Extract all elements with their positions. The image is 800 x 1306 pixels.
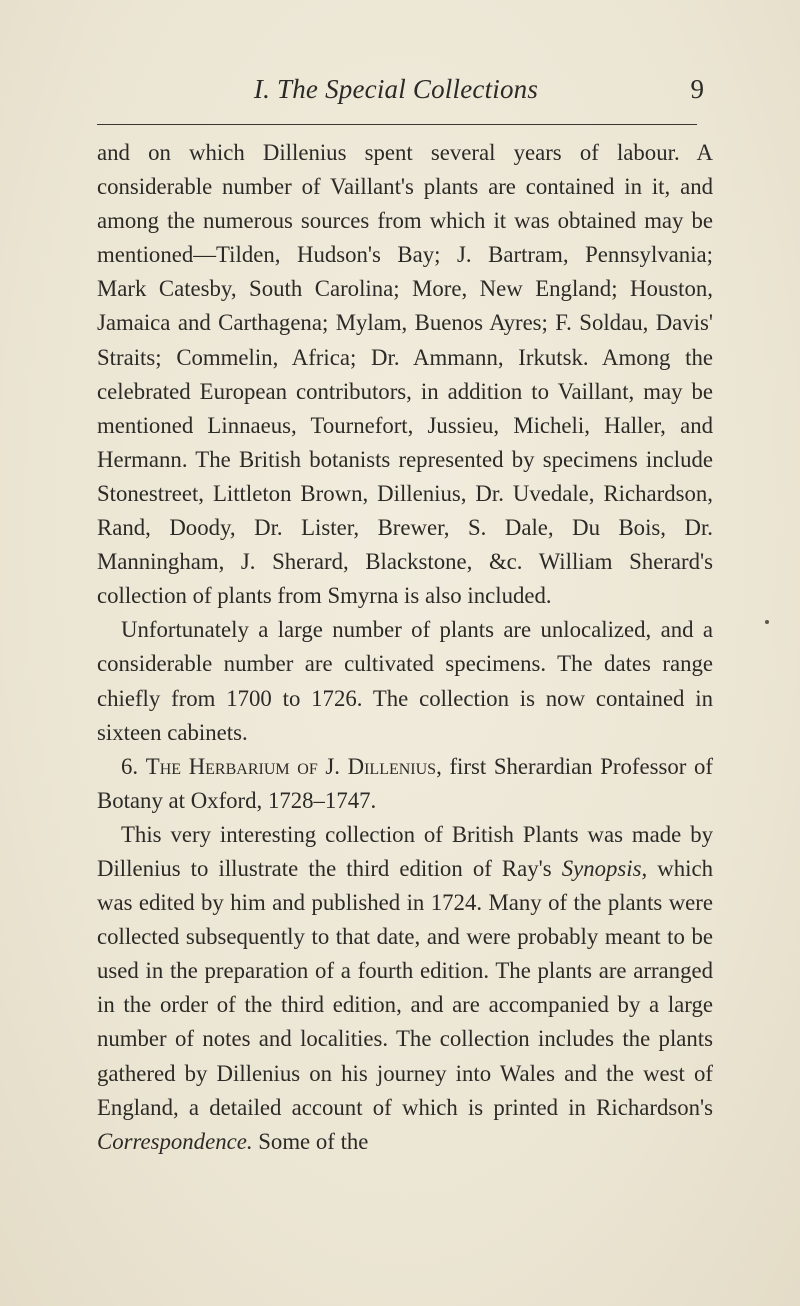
- body-text: [97, 136, 713, 1159]
- section-heading-dillenius: [97, 750, 713, 818]
- header-rule: [97, 124, 697, 125]
- text-run: which was edited by him and published in 1724. Many of the plants were collected subsequently to that date, and were probably meant to be used in the preparation of a fourth edition. The plants are arranged in the order of the third edition, and are accompanied by a large number of notes and localities. The collection includes the plants gathered by Dillenius on his journey into Wales and the west of England, a detailed account of which is printed in Richardson's: [97, 855, 713, 1120]
- italic-synopsis: Synopsis,: [561, 855, 648, 881]
- text-run: This very interesting collection of British Plants was made by Dillenius to illustrate the third edition of Ray's: [97, 821, 713, 881]
- paragraph-unlocalized: Unfortunately a large number of plants are unlocalized, and a considerable number are cultivated specimens. The dates range chiefly from 1700 to 1726. The collection is now contained in sixteen cabinets.: [97, 617, 713, 745]
- paragraph-contributors: and on which Dillenius spent several years of labour. A considerable number of Vaillant's plants are contained in it, and among the numerous sources from which it was obtained may be mentioned—Tilden, Hudson's Bay; J. Bartram, Pennsylvania; Mark Catesby, South Carolina; More, New England; Houston, Jamaica and Carthagena; Mylam, Buenos Ayres; F. Soldau, Davis' Straits; Commelin, Africa; Dr. Ammann, Irkutsk. Among the celebrated European contributors, in addition to Vaillant, may be mentioned Linnaeus, Tournefort, Jussieu, Micheli, Haller, and Hermann. The British botanists represented by specimens include Stonestreet, Littleton Brown, Dillenius, Dr. Uvedale, Richardson, Rand, Doody, Dr. Lister, Brewer, S. Dale, Du Bois, Dr. Manningham, J. Sherard, Blackstone, &c. William Sherard's collection of plants from Smyrna is also included.: [97, 140, 713, 609]
- margin-speck: [765, 620, 769, 624]
- section-subtitle: first Sherardian Professor of Botany at Oxford, 1728–1747.: [97, 753, 714, 813]
- chapter-title: I. The Special Collections: [253, 74, 539, 104]
- section-title: The Herbarium of J. Dillenius,: [145, 753, 442, 779]
- page-number: 9: [690, 74, 704, 104]
- running-header: [96, 74, 704, 114]
- paragraph-british-plants: [97, 818, 713, 1159]
- section-number: 6.: [121, 753, 139, 779]
- italic-correspondence: Correspondence.: [97, 1128, 253, 1154]
- text-run: Some of the: [258, 1128, 369, 1154]
